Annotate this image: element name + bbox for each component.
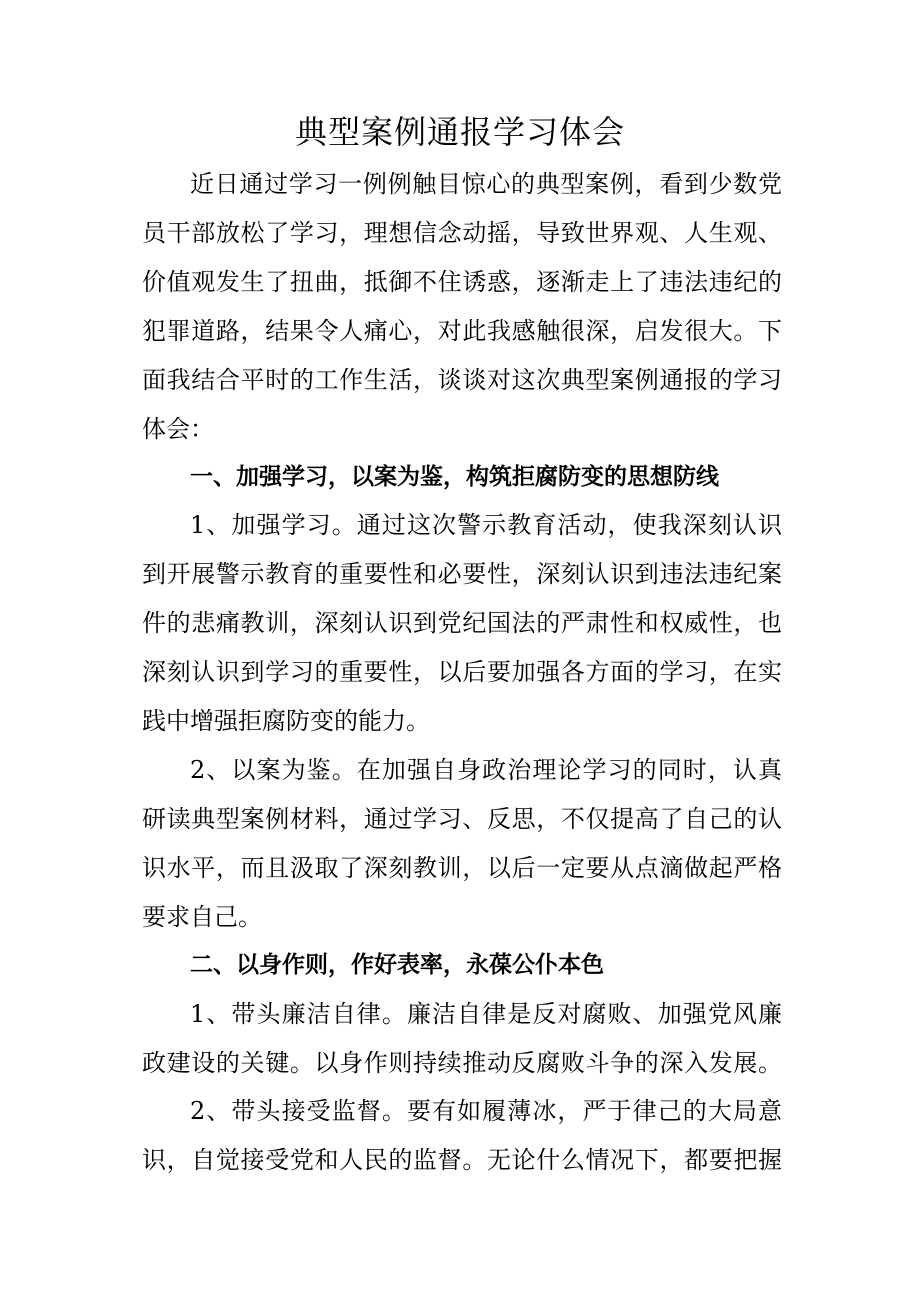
paragraph-line: 践中增强拒腐防变的能力。 <box>142 707 430 735</box>
intro-line: 近日通过学习一例例触目惊心的典型案例，看到少数党 <box>190 170 782 198</box>
intro-line: 价值观发生了扭曲，抵御不住诱惑，逐渐走上了违法违纪的 <box>142 268 782 296</box>
paragraph-line: 2、带头接受监督。要有如履薄冰，严于律己的大局意 <box>190 1097 782 1125</box>
paragraph-line: 识水平，而且汲取了深刻教训，以后一定要从点滴做起严格 <box>142 854 782 882</box>
paragraph-line: 件的悲痛教训，深刻认识到党纪国法的严肃性和权威性，也 <box>142 609 782 637</box>
paragraph-line: 到开展警示教育的重要性和必要性，深刻认识到违法违纪案 <box>142 560 782 588</box>
paragraph-line: 1、带头廉洁自律。廉洁自律是反对腐败、加强党风廉 <box>190 1000 782 1028</box>
paragraph-line: 要求自己。 <box>142 903 262 931</box>
paragraph-line: 2、以案为鉴。在加强自身政治理论学习的同时，认真 <box>190 756 782 784</box>
paragraph-line: 识，自觉接受党和人民的监督。无论什么情况下，都要把握 <box>142 1146 782 1174</box>
section-heading: 一、加强学习，以案为鉴，构筑拒腐防变的思想防线 <box>190 464 719 490</box>
intro-line: 犯罪道路，结果令人痛心，对此我感触很深，启发很大。下 <box>142 317 782 345</box>
intro-line: 面我结合平时的工作生活，谈谈对这次典型案例通报的学习 <box>142 366 782 394</box>
paragraph-line: 政建设的关键。以身作则持续推动反腐败斗争的深入发展。 <box>142 1049 782 1077</box>
section-heading: 二、以身作则，作好表率，永葆公仆本色 <box>190 952 604 978</box>
paragraph-line: 深刻认识到学习的重要性，以后要加强各方面的学习，在实 <box>142 658 782 686</box>
paragraph-line: 研读典型案例材料，通过学习、反思，不仅提高了自己的认 <box>142 805 782 833</box>
paragraph-line: 1、加强学习。通过这次警示教育活动，使我深刻认识 <box>190 511 782 539</box>
intro-line: 员干部放松了学习，理想信念动摇，导致世界观、人生观、 <box>142 219 782 247</box>
document-title: 典型案例通报学习体会 <box>294 113 625 151</box>
intro-line: 体会： <box>142 415 214 443</box>
